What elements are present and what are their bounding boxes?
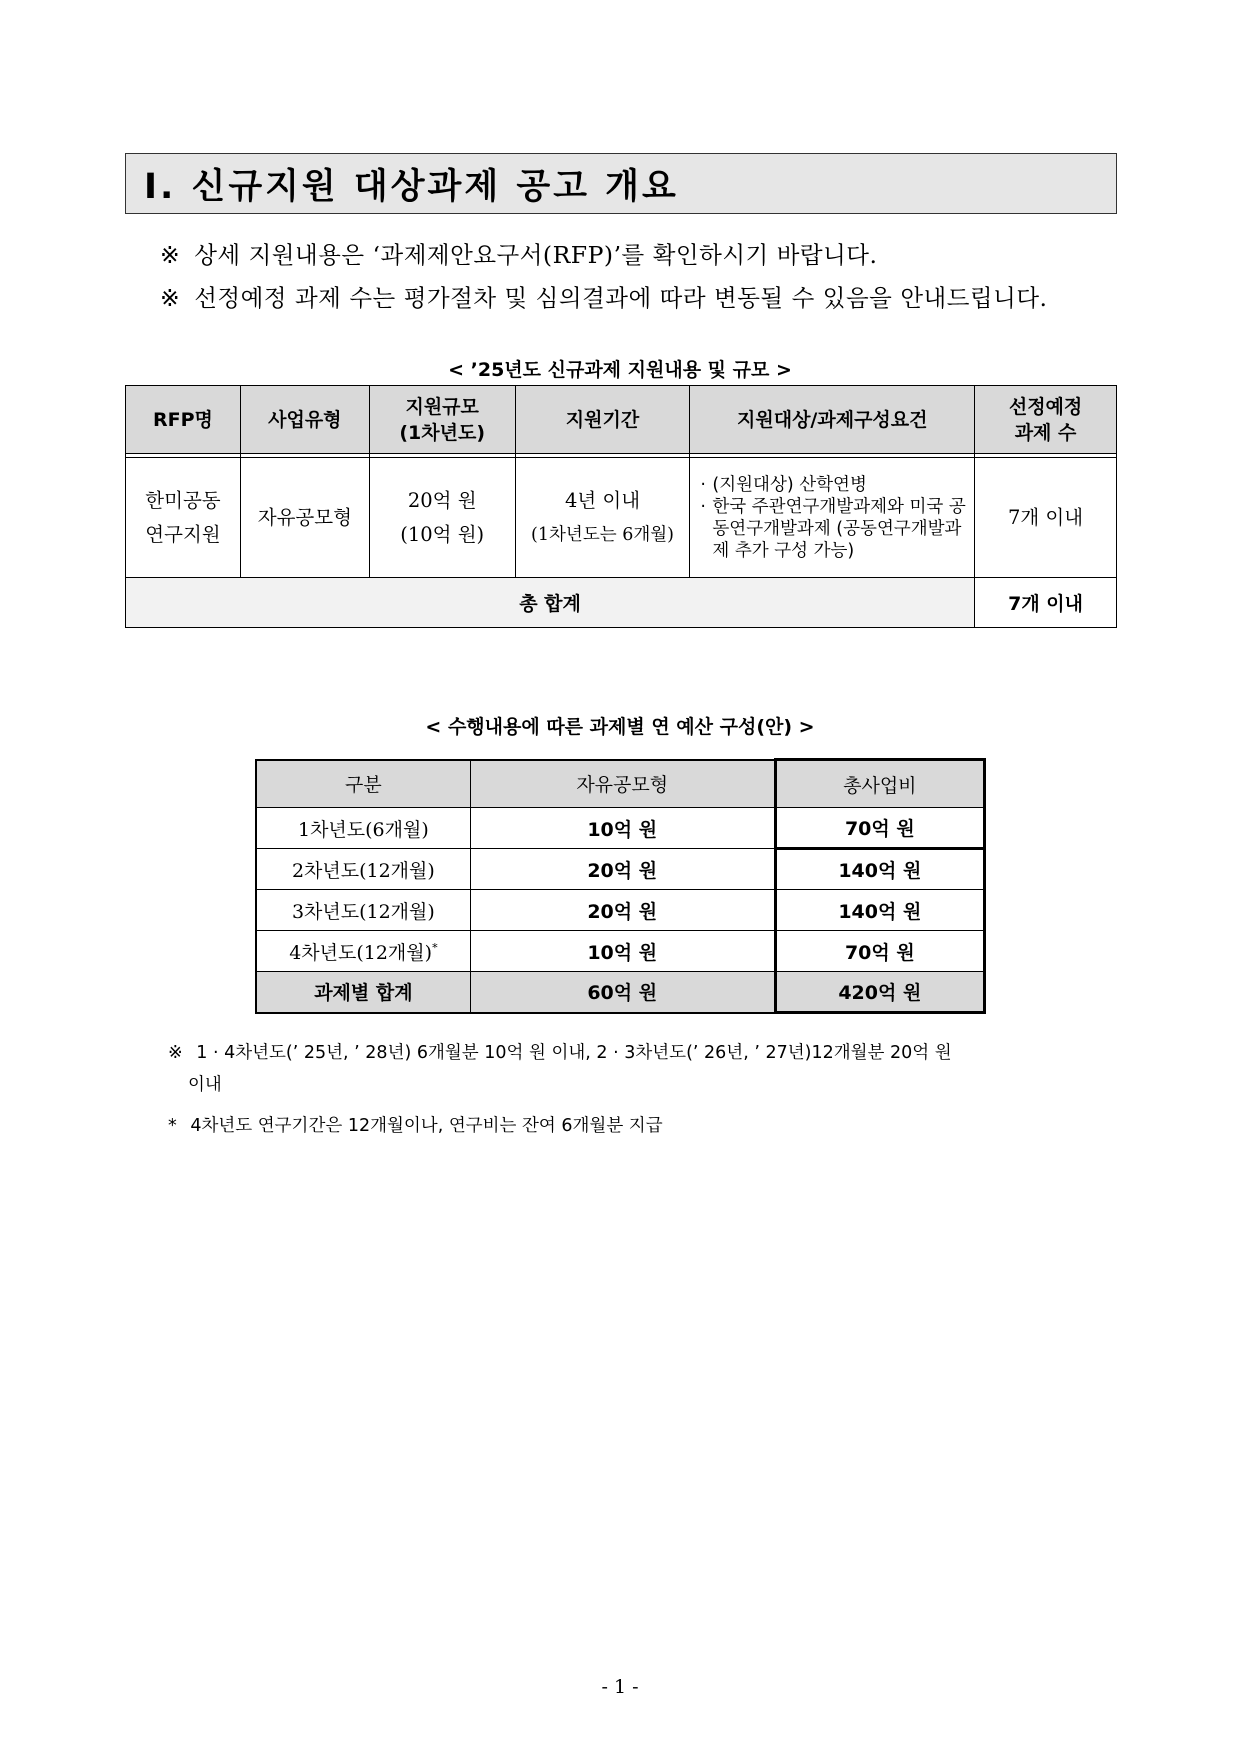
support-scale-table [125,385,1117,628]
period-main: 4년 이내 [564,488,641,512]
period-sub: (1차년도는 6개월) [531,524,674,545]
table-row [256,931,985,972]
footnote-text: 4차년도 연구기간은 12개월이나, 연구비는 잔여 6개월분 지급 [190,1116,663,1136]
header-total-budget: 총사업비 [775,760,984,808]
year-label: 3차년도(12개월) [256,890,470,931]
table-row [126,458,1117,578]
asterisk-mark: * [168,1116,177,1136]
condition-text: 한국 주관연구개발과제와 미국 공동연구개발과제 (공동연구개발과제 추가 구성 가능) [712,496,966,561]
notice-list [160,234,1160,320]
sum-row [256,972,985,1013]
header-type: 사업유형 [240,386,369,454]
cell-type: 자유공모형 [240,458,369,578]
table2-caption: < 수행내용에 따른 과제별 연 예산 구성(안) > [425,716,815,738]
free-budget: 10억 원 [470,931,775,972]
year-label: 1차년도(6개월) [256,808,470,849]
footnote-mark: * [432,941,438,955]
total-row [126,578,1117,628]
page-number: - 1 - [601,1676,639,1698]
footnote-text: 1 · 4차년도(’ 25년, ’ 28년) 6개월분 10억 원 이내, 2 · 3차년도(’ 26년, ’ 27년)12개월분 20억 원 [196,1043,952,1063]
cell-period [515,458,690,578]
reference-mark: ※ [168,1043,183,1063]
header-category: 구분 [256,760,470,808]
total-budget: 70억 원 [775,931,984,972]
total-label: 총 합계 [126,578,975,628]
sum-total: 420억 원 [775,972,984,1013]
table-row [256,808,985,849]
free-budget: 20억 원 [470,890,775,931]
annual-budget-table [255,758,986,1014]
header-rfp: RFP명 [126,386,241,454]
total-budget: 140억 원 [775,849,984,890]
table-row [256,849,985,890]
notice-item [160,234,1160,277]
table-header-row [256,760,985,808]
cell-count: 7개 이내 [975,458,1117,578]
free-budget: 20억 원 [470,849,775,890]
cell-rfp: 한미공동 연구지원 [126,458,241,578]
notice-text: 선정예정 과제 수는 평가절차 및 심의결과에 따라 변동될 수 있음을 안내드립니다. [194,284,1048,312]
bullet: · [700,496,706,517]
footnote [168,1037,952,1101]
header-scale: 지원규모 (1차년도) [369,386,515,454]
condition-text: (지원대상) 산학연병 [712,474,867,495]
year-label: 4차년도(12개월)* [256,931,470,972]
year-label: 2차년도(12개월) [256,849,470,890]
header-free-type: 자유공모형 [470,760,775,808]
table1-caption: < ’25년도 신규과제 지원내용 및 규모 > [448,359,792,381]
reference-mark: ※ [160,241,181,269]
section-title: Ⅰ. 신규지원 대상과제 공고 개요 [125,153,1117,214]
header-conditions: 지원대상/과제구성요건 [690,386,975,454]
cell-conditions [690,458,975,578]
header-count: 선정예정 과제 수 [975,386,1117,454]
total-budget: 70억 원 [775,808,984,849]
condition-item [700,496,966,562]
condition-item [700,474,966,496]
cell-scale: 20억 원 (10억 원) [369,458,515,578]
footnote [168,1110,663,1142]
total-value: 7개 이내 [975,578,1117,628]
sum-label: 과제별 합계 [256,972,470,1013]
notice-item [160,277,1160,320]
table-header-row [126,386,1117,454]
reference-mark: ※ [160,284,181,312]
header-period: 지원기간 [515,386,690,454]
footnote-continuation: 이내 [188,1075,222,1095]
bullet: · [700,474,706,495]
sum-free: 60억 원 [470,972,775,1013]
table-row [256,890,985,931]
notice-text: 상세 지원내용은 ‘과제제안요구서(RFP)’를 확인하시기 바랍니다. [194,241,878,269]
total-budget: 140억 원 [775,890,984,931]
free-budget: 10억 원 [470,808,775,849]
